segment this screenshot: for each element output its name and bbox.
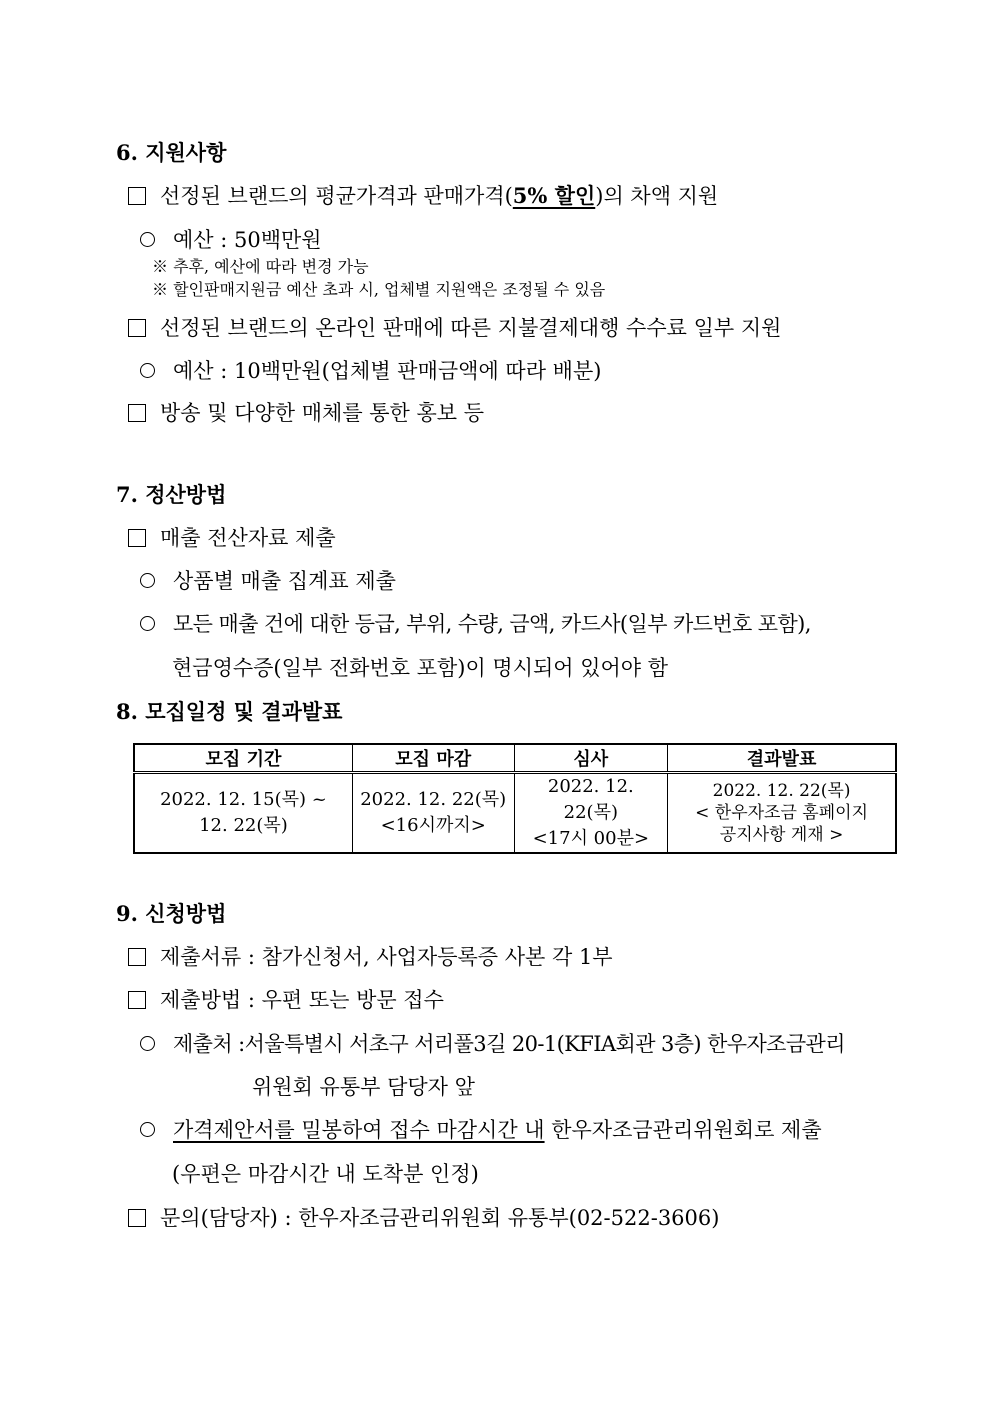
section-6-heading: 6. 지원사항 [116, 140, 227, 165]
s7-sub2-line2: 현금영수증(일부 전화번호 포함)이 명시되어 있어야 함 [172, 656, 669, 680]
s6-note1: ※ 추후, 예산에 따라 변경 가능 [152, 257, 369, 276]
checkbox-square-icon [128, 991, 146, 1009]
header-result: 결과발표 [668, 744, 896, 773]
circle-bullet-icon [140, 616, 155, 631]
s6-item2-text: 선정된 브랜드의 온라인 판매에 따른 지불결제대행 수수료 일부 지원 [160, 316, 782, 340]
table-row [134, 773, 896, 854]
circle-bullet-icon [140, 363, 155, 378]
s6-budget2 [140, 358, 601, 384]
s6-item3-text: 방송 및 다양한 매체를 통한 홍보 등 [160, 401, 485, 425]
s6-item-discount [128, 183, 718, 209]
s7-sub1 [140, 568, 396, 594]
circle-bullet-icon [140, 573, 155, 588]
header-review: 심사 [514, 744, 668, 773]
cell-review [514, 773, 668, 854]
s6-budget1 [140, 227, 322, 253]
checkbox-square-icon [128, 948, 146, 966]
result-line2: < 한우자조금 홈페이지 [695, 803, 868, 823]
checkbox-square-icon [128, 187, 146, 205]
s6-item-fee [128, 315, 781, 341]
section-8-heading: 8. 모집일정 및 결과발표 [116, 699, 343, 724]
s9-item3-text: 문의(담당자) : 한우자조금관리위원회 유통부(02-522-3606) [160, 1206, 720, 1230]
result-line3: 공지사항 게재 > [719, 825, 844, 845]
s9-sub2 [140, 1117, 822, 1143]
s9-item2-text: 제출방법 : 우편 또는 방문 접수 [160, 988, 444, 1012]
header-period: 모집 기간 [134, 744, 352, 773]
section-7-heading: 7. 정산방법 [116, 482, 227, 507]
s6-item1-bold: 5% 할인 [512, 183, 596, 208]
s6-item1-pre: 선정된 브랜드의 평균가격과 판매가격( [160, 184, 513, 208]
review-line1: 2022. 12. 22(목) [547, 776, 634, 823]
period-line2: 12. 22(목) [199, 815, 288, 836]
deadline-line2: <16시까지> [380, 815, 486, 836]
cell-period [134, 773, 352, 854]
period-line1: 2022. 12. 15(목) ~ [160, 789, 327, 810]
circle-bullet-icon [140, 232, 155, 247]
review-line2: <17시 00분> [532, 828, 650, 849]
table-header-row [134, 744, 896, 773]
s6-item1-post: )의 차액 지원 [595, 184, 719, 208]
header-deadline: 모집 마감 [352, 744, 514, 773]
s9-sub1-text: 제출처 :서울특별시 서초구 서리풀3길 20-1(KFIA회관 3층) 한우자조금관리 [173, 1032, 845, 1056]
checkbox-square-icon [128, 1209, 146, 1227]
s9-sub1 [140, 1031, 845, 1057]
deadline-line1: 2022. 12. 22(목) [360, 789, 507, 810]
s9-sub2-underlined: 가격제안서를 밀봉하여 접수 마감시간 내 [173, 1118, 545, 1142]
circle-bullet-icon [140, 1036, 155, 1051]
s9-item3 [128, 1205, 719, 1231]
s7-item1 [128, 525, 336, 551]
circle-bullet-icon [140, 1122, 155, 1137]
section-9-heading: 9. 신청방법 [116, 901, 227, 926]
s6-budget2-text: 예산 : 10백만원(업체별 판매금액에 따라 배분) [173, 359, 602, 383]
checkbox-square-icon [128, 529, 146, 547]
s7-sub2 [140, 611, 811, 637]
s9-item1-text: 제출서류 : 참가신청서, 사업자등록증 사본 각 1부 [160, 945, 613, 969]
s6-item-promo [128, 400, 484, 426]
s9-sub1-line2: 위원회 유통부 담당자 앞 [252, 1075, 475, 1099]
s7-sub2-text: 모든 매출 건에 대한 등급, 부위, 수량, 금액, 카드사(일부 카드번호 포함), [173, 612, 811, 636]
cell-deadline [352, 773, 514, 854]
s6-note2: ※ 할인판매지원금 예산 초과 시, 업체별 지원액은 조정될 수 있음 [152, 280, 606, 299]
cell-result [668, 773, 896, 854]
s9-item2 [128, 987, 444, 1013]
s9-sub2-line2: (우편은 마감시간 내 도착분 인정) [172, 1162, 479, 1186]
checkbox-square-icon [128, 319, 146, 337]
s9-item1 [128, 944, 613, 970]
result-line1: 2022. 12. 22(목) [712, 781, 851, 801]
s6-budget1-text: 예산 : 50백만원 [173, 228, 322, 252]
s7-sub1-text: 상품별 매출 집계표 제출 [173, 569, 396, 593]
s7-item1-text: 매출 전산자료 제출 [160, 526, 336, 550]
schedule-table [133, 743, 897, 854]
s9-sub2-rest: 한우자조금관리위원회로 제출 [544, 1118, 822, 1142]
checkbox-square-icon [128, 404, 146, 422]
